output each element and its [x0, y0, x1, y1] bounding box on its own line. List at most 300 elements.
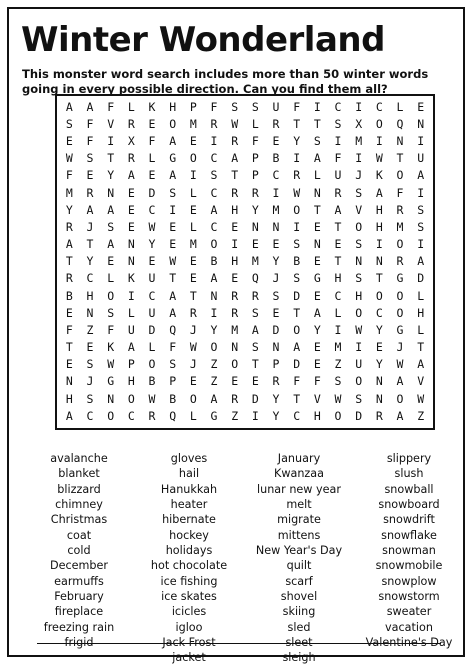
grid-letter: F: [107, 322, 115, 337]
grid-letter: S: [86, 151, 94, 166]
grid-letter: A: [169, 305, 177, 320]
grid-letter: Z: [210, 357, 218, 372]
grid-letter: O: [189, 391, 197, 406]
grid-letter: I: [334, 322, 342, 337]
grid-letter: N: [107, 391, 115, 406]
word-list-item: February: [54, 590, 104, 604]
grid-letter: N: [272, 340, 280, 355]
grid-letter: N: [272, 219, 280, 234]
word-list-item: snowflake: [381, 528, 437, 542]
grid-letter: O: [355, 219, 363, 234]
grid-letter: B: [169, 391, 177, 406]
word-list-item: slippery: [386, 452, 432, 465]
grid-letter: P: [127, 357, 135, 372]
grid-letter: S: [251, 305, 259, 320]
word-list-item: sled: [287, 620, 311, 634]
word-list-item: snowstorm: [378, 590, 440, 604]
grid-letter: O: [375, 288, 383, 303]
grid-letter: F: [251, 134, 259, 149]
grid-letter: J: [189, 322, 197, 337]
grid-letter: O: [189, 151, 197, 166]
grid-letter: R: [375, 408, 383, 423]
grid-letter: P: [251, 151, 259, 166]
grid-letter: S: [86, 391, 94, 406]
grid-letter: O: [127, 391, 135, 406]
grid-letter: E: [148, 254, 156, 269]
grid-letter: W: [231, 116, 239, 131]
grid-letter: N: [251, 219, 259, 234]
grid-letter: N: [107, 185, 115, 200]
grid-letter: I: [355, 340, 363, 355]
grid-letter: E: [375, 340, 383, 355]
grid-letter: W: [148, 391, 156, 406]
page-subtitle: This monster word search includes more than 50 winter words going in every possible direction. Can you find them all?: [22, 67, 429, 96]
grid-letter: F: [210, 99, 218, 114]
grid-letter: O: [355, 305, 363, 320]
grid-letter: P: [272, 357, 280, 372]
grid-letter: L: [189, 185, 197, 200]
grid-letter: N: [355, 254, 363, 269]
grid-letter: M: [231, 322, 239, 337]
grid-letter: Y: [375, 322, 383, 337]
grid-letter: T: [396, 151, 404, 166]
word-list-item: snowman: [382, 544, 436, 558]
grid-letter: S: [417, 202, 425, 217]
word-list-item: earmuffs: [54, 574, 104, 588]
grid-letter: H: [127, 374, 135, 389]
grid-letter: C: [127, 408, 135, 423]
grid-letter: I: [231, 237, 239, 252]
grid-letter: M: [396, 219, 404, 234]
word-list-item: migrate: [277, 513, 321, 527]
grid-letter: O: [396, 288, 404, 303]
grid-letter: O: [375, 116, 383, 131]
grid-letter: R: [272, 374, 280, 389]
word-list-item: melt: [286, 498, 312, 512]
word-list-item: snowplow: [381, 574, 437, 588]
grid-letter: Y: [86, 254, 94, 269]
grid-letter: S: [65, 116, 73, 131]
grid-letter: R: [86, 185, 94, 200]
grid-letter: U: [355, 357, 363, 372]
grid-letter: M: [334, 340, 342, 355]
grid-letter: R: [65, 219, 73, 234]
grid-letter: R: [231, 185, 239, 200]
grid-letter: Y: [272, 391, 280, 406]
grid-letter: Q: [396, 116, 404, 131]
grid-letter: P: [169, 374, 177, 389]
grid-letter: W: [334, 391, 342, 406]
grid-letter: N: [65, 374, 73, 389]
grid-letter: S: [231, 99, 239, 114]
grid-letter: L: [396, 99, 404, 114]
grid-letter: R: [334, 185, 342, 200]
grid-letter: E: [169, 219, 177, 234]
word-list-item: December: [49, 559, 108, 573]
word-list-item: vacation: [385, 620, 433, 634]
grid-letter: Z: [334, 357, 342, 372]
word-list: [24, 451, 464, 666]
grid-letter: S: [355, 185, 363, 200]
grid-letter: S: [293, 237, 301, 252]
grid-letter: E: [148, 116, 156, 131]
grid-letter: N: [375, 391, 383, 406]
grid-letter: Q: [169, 322, 177, 337]
grid-letter: A: [417, 357, 425, 372]
grid-letter: R: [272, 116, 280, 131]
grid-letter: N: [375, 254, 383, 269]
grid-letter: A: [210, 271, 218, 286]
grid-letter: L: [148, 151, 156, 166]
grid-letter: A: [65, 99, 73, 114]
word-list-item: sleigh: [282, 651, 316, 665]
grid-letter: O: [293, 202, 301, 217]
grid-letter: Y: [272, 408, 280, 423]
grid-letter: L: [189, 408, 197, 423]
grid-letter: F: [86, 116, 94, 131]
grid-letter: O: [396, 237, 404, 252]
grid-letter: K: [148, 99, 156, 114]
grid-letter: A: [65, 237, 73, 252]
word-column: [134, 451, 244, 666]
grid-letter: E: [127, 219, 135, 234]
word-list-item: slush: [394, 467, 424, 481]
word-list-item: blizzard: [57, 482, 101, 496]
grid-letter: I: [210, 305, 218, 320]
grid-letter: N: [231, 340, 239, 355]
grid-letter: H: [65, 391, 73, 406]
word-list-item: snowdrift: [383, 513, 435, 527]
grid-letter: N: [375, 374, 383, 389]
grid-letter: L: [417, 288, 425, 303]
grid-letter: L: [107, 271, 115, 286]
word-list-item: chimney: [55, 498, 103, 512]
grid-letter: R: [127, 151, 135, 166]
grid-letter: S: [86, 357, 94, 372]
word-list-item: snowball: [384, 482, 434, 496]
grid-letter: B: [65, 288, 73, 303]
word-list-item: hot chocolate: [150, 559, 228, 573]
grid-letter: N: [417, 116, 425, 131]
grid-letter: M: [189, 116, 197, 131]
grid-letter: G: [313, 271, 321, 286]
bottom-divider: [37, 643, 441, 644]
grid-letter: H: [86, 288, 94, 303]
grid-letter: V: [107, 116, 115, 131]
grid-letter: E: [417, 99, 425, 114]
grid-letter: A: [313, 305, 321, 320]
grid-letter: E: [189, 271, 197, 286]
grid-letter: X: [355, 116, 363, 131]
grid-letter: Z: [417, 408, 425, 423]
grid-letter: S: [169, 185, 177, 200]
word-column: [244, 451, 354, 666]
grid-letter: U: [417, 151, 425, 166]
word-list-item: freezing rain: [43, 620, 115, 634]
grid-letter: W: [396, 357, 404, 372]
grid-letter: S: [251, 99, 259, 114]
grid-letter: C: [86, 408, 94, 423]
grid-letter: E: [251, 374, 259, 389]
grid-letter: Q: [169, 408, 177, 423]
grid-letter: F: [148, 134, 156, 149]
grid-letter: T: [169, 271, 177, 286]
grid-letter: V: [417, 374, 425, 389]
grid-letter: E: [272, 305, 280, 320]
grid-letter: X: [127, 134, 135, 149]
word-list-item: sweater: [386, 605, 432, 619]
grid-letter: E: [86, 340, 94, 355]
grid-letter: Z: [86, 322, 94, 337]
grid-letter: M: [272, 202, 280, 217]
grid-letter: T: [107, 151, 115, 166]
grid-letter: R: [396, 202, 404, 217]
grid-letter: S: [107, 305, 115, 320]
grid-letter: Z: [231, 408, 239, 423]
grid-letter: O: [231, 357, 239, 372]
grid-letter: I: [355, 151, 363, 166]
grid-letter: A: [375, 185, 383, 200]
word-list-item: Christmas: [50, 513, 108, 527]
grid-letter: I: [417, 185, 425, 200]
grid-letter: I: [251, 408, 259, 423]
grid-letter: R: [127, 116, 135, 131]
word-list-item: cold: [67, 544, 91, 558]
grid-letter: J: [272, 271, 280, 286]
grid-letter: F: [313, 374, 321, 389]
grid-letter: E: [251, 237, 259, 252]
word-list-item: hockey: [169, 528, 209, 542]
grid-letter: R: [231, 288, 239, 303]
word-search-grid: [55, 94, 435, 430]
grid-letter: D: [417, 271, 425, 286]
grid-letter: S: [293, 271, 301, 286]
grid-letter: A: [86, 99, 94, 114]
grid-letter: E: [313, 357, 321, 372]
grid-letter: T: [313, 202, 321, 217]
grid-letter: S: [355, 271, 363, 286]
word-list-item: blanket: [58, 467, 100, 481]
grid-letter: C: [210, 151, 218, 166]
grid-letter: G: [396, 322, 404, 337]
grid-letter: I: [169, 202, 177, 217]
grid-letter: E: [189, 134, 197, 149]
grid-letter: F: [396, 185, 404, 200]
word-list-item: quilt: [286, 559, 312, 573]
grid-letter: B: [148, 374, 156, 389]
word-column: [24, 451, 134, 666]
grid-letter: W: [355, 322, 363, 337]
word-list-item: shovel: [280, 590, 318, 604]
grid-letter: V: [355, 202, 363, 217]
word-list-item: snowboard: [378, 498, 440, 512]
grid-letter: A: [396, 374, 404, 389]
grid-letter: Y: [272, 254, 280, 269]
word-list-item: ice fishing: [160, 574, 218, 588]
grid-letter: I: [107, 134, 115, 149]
grid-letter: A: [231, 151, 239, 166]
grid-letter: R: [210, 116, 218, 131]
grid-letter: I: [375, 237, 383, 252]
grid-letter: A: [396, 408, 404, 423]
grid-letter: I: [210, 134, 218, 149]
grid-letter: U: [148, 305, 156, 320]
word-list-item: avalanche: [50, 452, 108, 465]
grid-letter: A: [334, 202, 342, 217]
grid-letter: W: [148, 219, 156, 234]
grid-letter: C: [334, 99, 342, 114]
grid-letter: D: [148, 322, 156, 337]
grid-letter: A: [65, 408, 73, 423]
grid-letter: G: [396, 271, 404, 286]
grid-letter: J: [86, 219, 94, 234]
grid-letter: R: [231, 305, 239, 320]
grid-letter: F: [86, 134, 94, 149]
grid-letter: N: [127, 237, 135, 252]
grid-letter: D: [272, 322, 280, 337]
word-list-item: icicles: [171, 605, 207, 619]
grid-letter: J: [396, 340, 404, 355]
grid-letter: C: [272, 168, 280, 183]
grid-letter: E: [65, 134, 73, 149]
grid-letter: S: [355, 237, 363, 252]
grid-letter: Y: [313, 322, 321, 337]
word-list-item: January: [277, 452, 321, 465]
grid-letter: U: [148, 271, 156, 286]
grid-letter: F: [293, 99, 301, 114]
grid-letter: C: [148, 202, 156, 217]
grid-letter: T: [65, 340, 73, 355]
grid-letter: Y: [375, 357, 383, 372]
grid-letter: T: [417, 340, 425, 355]
grid-letter: A: [169, 288, 177, 303]
grid-letter: R: [148, 408, 156, 423]
grid-letter: N: [210, 288, 218, 303]
grid-letter: O: [334, 408, 342, 423]
grid-letter: H: [375, 202, 383, 217]
grid-letter: R: [293, 168, 301, 183]
grid-letter: T: [231, 168, 239, 183]
grid-letter: E: [65, 305, 73, 320]
grid-letter: C: [293, 408, 301, 423]
grid-letter: D: [293, 288, 301, 303]
grid-letter: E: [65, 357, 73, 372]
grid-letter: U: [127, 322, 135, 337]
grid-letter: W: [293, 185, 301, 200]
grid-letter: E: [189, 202, 197, 217]
grid-letter: L: [148, 340, 156, 355]
grid-letter: H: [231, 254, 239, 269]
grid-letter: C: [210, 185, 218, 200]
word-list-item: New Year's Day: [255, 544, 343, 558]
grid-letter: E: [107, 254, 115, 269]
grid-letter: E: [272, 134, 280, 149]
grid-letter: Y: [293, 134, 301, 149]
grid-letter: E: [313, 340, 321, 355]
grid-letter: E: [334, 237, 342, 252]
grid-letter: G: [107, 374, 115, 389]
grid-letter: L: [251, 116, 259, 131]
grid-letter: E: [169, 237, 177, 252]
grid-letter: K: [127, 271, 135, 286]
word-list-item: ice skates: [161, 590, 217, 604]
grid-letter: O: [396, 168, 404, 183]
grid-letter: I: [293, 219, 301, 234]
grid-letter: I: [417, 134, 425, 149]
grid-letter: E: [231, 271, 239, 286]
grid-letter: Y: [210, 322, 218, 337]
grid-letter: J: [189, 357, 197, 372]
word-list-item: snowmobile: [375, 559, 443, 573]
grid-letter: A: [169, 134, 177, 149]
word-list-item: sleet: [285, 636, 313, 650]
grid-letter: E: [148, 168, 156, 183]
page-title: Winter Wonderland: [21, 20, 385, 60]
grid-letter: D: [251, 391, 259, 406]
word-list-item: scarf: [285, 574, 313, 588]
grid-letter: W: [375, 151, 383, 166]
grid-letter: R: [65, 271, 73, 286]
grid-letter: A: [417, 168, 425, 183]
grid-letter: N: [313, 237, 321, 252]
grid-letter: S: [272, 288, 280, 303]
grid-letter: O: [107, 408, 115, 423]
grid-letter: A: [127, 168, 135, 183]
grid-letter: A: [169, 168, 177, 183]
grid-letter: M: [355, 134, 363, 149]
grid-letter: T: [293, 116, 301, 131]
grid-letter: W: [107, 357, 115, 372]
word-list-item: hibernate: [162, 513, 216, 527]
grid-letter: I: [293, 151, 301, 166]
grid-letter: R: [251, 185, 259, 200]
grid-letter: Y: [65, 202, 73, 217]
grid-letter: T: [189, 288, 197, 303]
grid-letter: E: [231, 219, 239, 234]
grid-letter: A: [107, 202, 115, 217]
word-list-item: hail: [178, 467, 200, 481]
grid-letter: T: [313, 116, 321, 131]
grid-letter: O: [107, 288, 115, 303]
grid-letter: G: [210, 408, 218, 423]
word-list-item: Kwanzaa: [273, 467, 325, 481]
worksheet-page: [7, 7, 465, 665]
grid-letter: K: [107, 340, 115, 355]
grid-letter: C: [375, 99, 383, 114]
grid-letter: F: [169, 340, 177, 355]
grid-letter: N: [396, 134, 404, 149]
grid-letter: H: [313, 408, 321, 423]
grid-letter: W: [65, 151, 73, 166]
grid-letter: U: [272, 99, 280, 114]
grid-letter: O: [355, 374, 363, 389]
grid-letter: T: [375, 271, 383, 286]
grid-letter: L: [189, 219, 197, 234]
word-list-item: skiing: [282, 605, 316, 619]
grid-letter: O: [169, 116, 177, 131]
grid-letter: J: [86, 374, 94, 389]
grid-letter: E: [127, 202, 135, 217]
grid-letter: Y: [251, 202, 259, 217]
grid-letter: D: [293, 357, 301, 372]
grid-letter: L: [334, 305, 342, 320]
grid-letter: H: [375, 219, 383, 234]
grid-letter: L: [127, 305, 135, 320]
grid-letter: I: [375, 134, 383, 149]
grid-letter: F: [65, 322, 73, 337]
grid-letter: H: [355, 288, 363, 303]
grid-letter: O: [293, 322, 301, 337]
